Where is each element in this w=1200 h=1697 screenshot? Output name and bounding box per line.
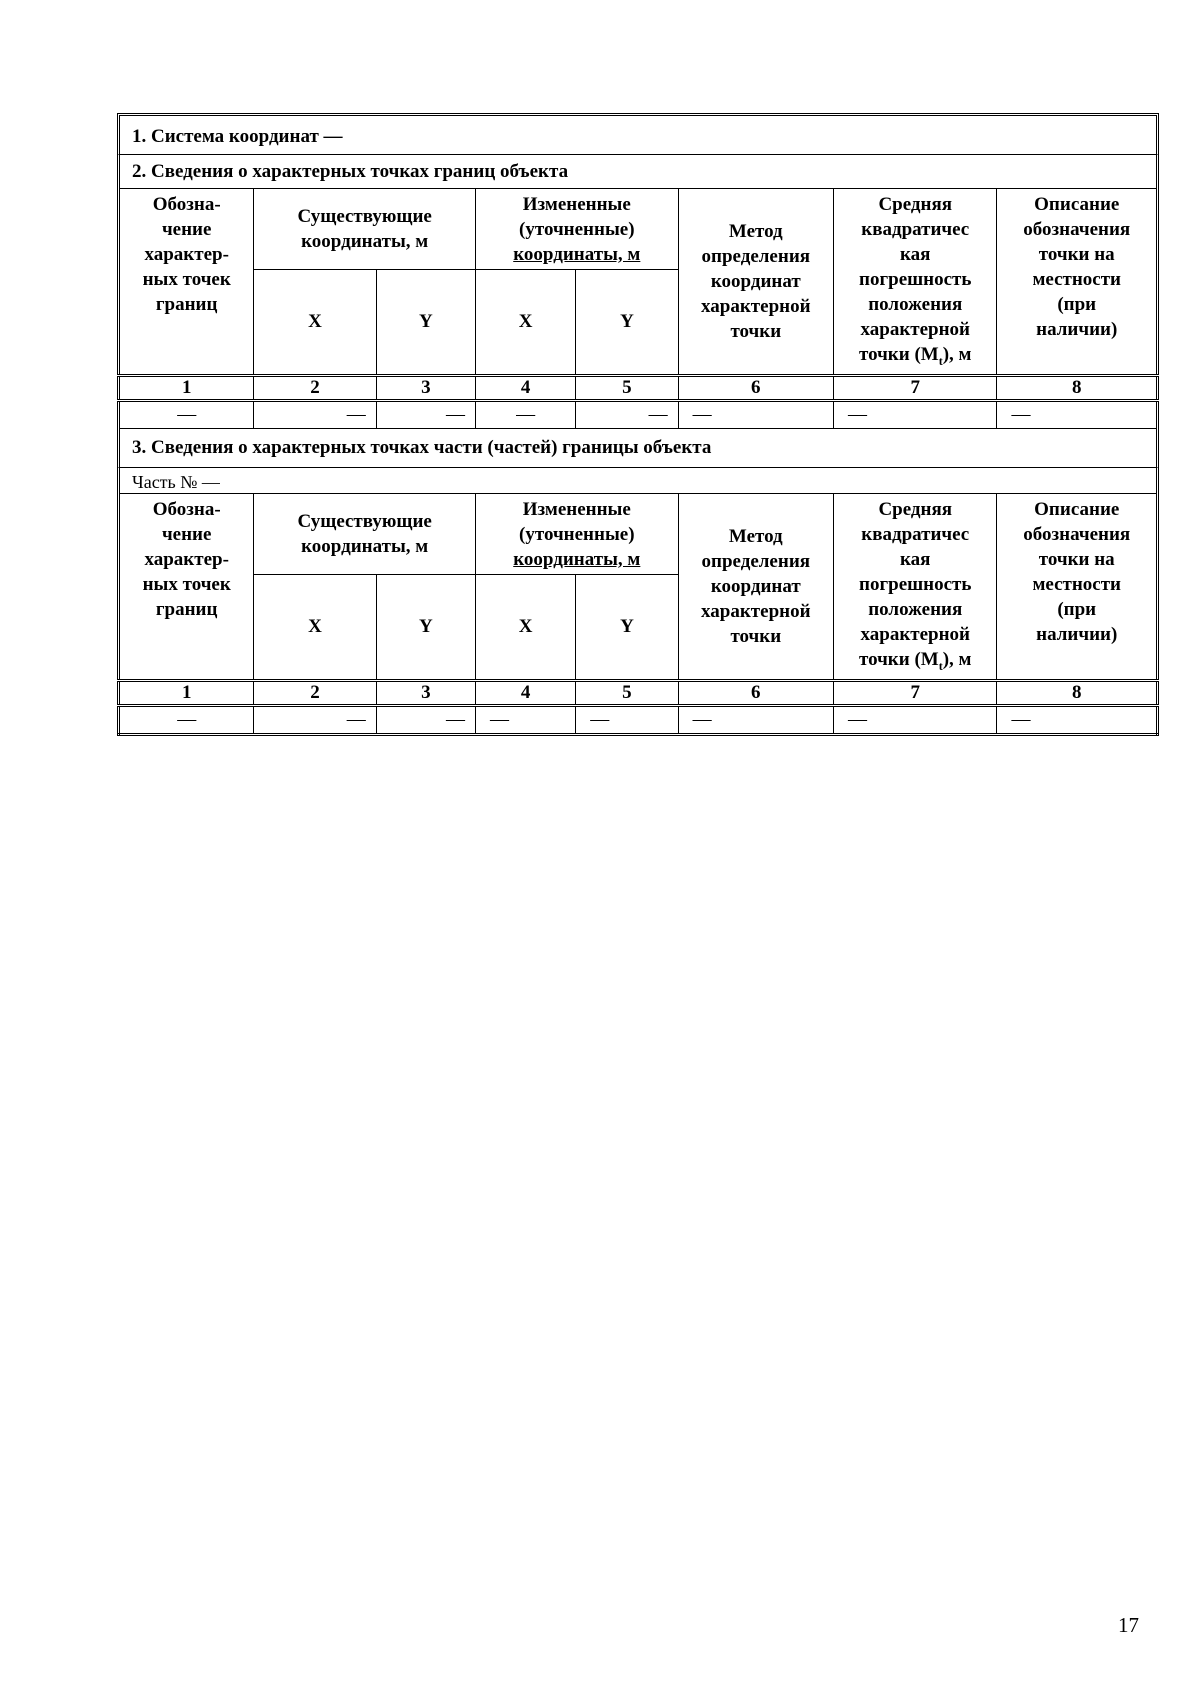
table-cell: — bbox=[834, 705, 997, 734]
column-number: 1 bbox=[119, 680, 254, 705]
column-number: 4 bbox=[476, 680, 576, 705]
column-number: 6 bbox=[678, 680, 833, 705]
header-text: Обозна- чение характер- ных точек границ bbox=[142, 498, 231, 620]
part-number-label: Часть № — bbox=[117, 467, 1159, 493]
header-existing-coordinates bbox=[254, 493, 476, 574]
header-text: Описание обозначения точки на местности (при наличии) bbox=[1023, 498, 1131, 645]
table-cell: — bbox=[376, 705, 475, 734]
document-frame bbox=[117, 113, 1159, 736]
header-text: Средняя квадратичес кая погрешность положения характерной точки (M bbox=[859, 498, 972, 670]
header-existing-coordinates bbox=[254, 189, 476, 270]
header-line: координаты, м bbox=[513, 548, 641, 570]
header-subscript: t bbox=[938, 658, 943, 673]
header-line: Измененные bbox=[522, 194, 631, 215]
section-3-title: 3. Сведения о характерных точках части (частей) границы объекта bbox=[117, 429, 1159, 467]
table-cell: — bbox=[834, 400, 997, 428]
boundary-points-table bbox=[117, 188, 1159, 429]
header-changed-y: Y bbox=[576, 270, 678, 376]
section-1-title: 1. Система координат — bbox=[117, 113, 1159, 154]
column-number: 6 bbox=[678, 375, 833, 400]
header-subscript: t bbox=[938, 353, 943, 368]
header-method bbox=[678, 493, 833, 680]
header-method bbox=[678, 189, 833, 376]
header-text: Средняя квадратичес кая погрешность положения характерной точки (M bbox=[859, 194, 972, 365]
table-row bbox=[119, 400, 1158, 428]
table-cell: — bbox=[997, 705, 1158, 734]
column-number: 8 bbox=[997, 375, 1158, 400]
header-changed-x: X bbox=[476, 270, 576, 376]
header-line: (уточненные) bbox=[519, 523, 635, 545]
header-changed-x: X bbox=[476, 574, 576, 680]
header-mean-square-error bbox=[834, 493, 997, 680]
column-number-row bbox=[119, 680, 1158, 705]
header-text: Обозна- чение характер- ных точек границ bbox=[142, 194, 231, 315]
header-text bbox=[513, 499, 640, 570]
header-text: Описание обозначения точки на местности (при наличии) bbox=[1023, 194, 1131, 340]
column-number: 5 bbox=[576, 375, 678, 400]
header-description bbox=[997, 189, 1158, 376]
column-number: 4 bbox=[476, 375, 576, 400]
header-text: Метод определения координат характерной точки bbox=[701, 525, 811, 647]
header-line: (уточненные) bbox=[519, 219, 635, 240]
table-cell: — bbox=[576, 400, 678, 428]
table-cell: — bbox=[576, 705, 678, 734]
table-cell: — bbox=[476, 400, 576, 428]
column-number: 3 bbox=[376, 375, 475, 400]
header-existing-y: Y bbox=[376, 574, 475, 680]
header-description bbox=[997, 493, 1158, 680]
column-number: 7 bbox=[834, 375, 997, 400]
table-cell: — bbox=[119, 400, 254, 428]
header-text bbox=[513, 194, 640, 265]
column-number: 1 bbox=[119, 375, 254, 400]
header-text: Метод определения координат характерной точки bbox=[701, 220, 811, 342]
column-number: 7 bbox=[834, 680, 997, 705]
header-point-designation bbox=[119, 189, 254, 376]
table-cell: — bbox=[997, 400, 1158, 428]
header-existing-x: X bbox=[254, 574, 376, 680]
table-cell: — bbox=[376, 400, 475, 428]
page-number: 17 bbox=[1118, 1613, 1139, 1637]
header-changed-coordinates bbox=[476, 493, 679, 574]
header-changed-y: Y bbox=[576, 574, 678, 680]
table-cell: — bbox=[678, 400, 833, 428]
header-text: Существующие координаты, м bbox=[297, 510, 432, 557]
table-cell: — bbox=[476, 705, 576, 734]
header-text-tail: ), м bbox=[942, 648, 972, 670]
column-number: 3 bbox=[376, 680, 475, 705]
section-2-title: 2. Сведения о характерных точках границ объекта bbox=[117, 154, 1159, 188]
table-cell: — bbox=[119, 705, 254, 734]
column-number: 5 bbox=[576, 680, 678, 705]
table-row bbox=[119, 705, 1158, 734]
table-cell: — bbox=[254, 400, 376, 428]
header-point-designation bbox=[119, 493, 254, 680]
column-number-row bbox=[119, 375, 1158, 400]
table-cell: — bbox=[678, 705, 833, 734]
header-line: координаты, м bbox=[513, 244, 641, 265]
part-boundary-points-table bbox=[117, 493, 1159, 736]
header-mean-square-error bbox=[834, 189, 997, 376]
header-existing-x: X bbox=[254, 270, 376, 376]
column-number: 2 bbox=[254, 375, 376, 400]
header-existing-y: Y bbox=[376, 270, 475, 376]
header-text-tail: ), м bbox=[942, 344, 972, 365]
header-text: Существующие координаты, м bbox=[297, 206, 432, 253]
table-cell: — bbox=[254, 705, 376, 734]
column-number: 2 bbox=[254, 680, 376, 705]
column-number: 8 bbox=[997, 680, 1158, 705]
header-changed-coordinates bbox=[476, 189, 679, 270]
header-line: Измененные bbox=[522, 498, 631, 520]
